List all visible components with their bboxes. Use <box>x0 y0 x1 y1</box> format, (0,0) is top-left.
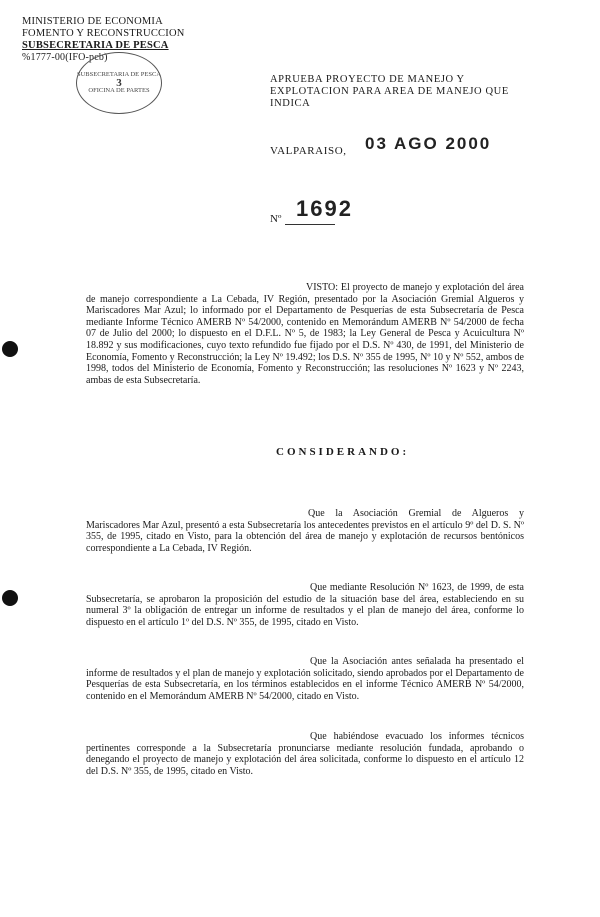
place-label: VALPARAISO, <box>270 145 347 157</box>
ministry-line-2: FOMENTO Y RECONSTRUCCION <box>22 28 185 39</box>
date-stamp: 03 AGO 2000 <box>365 134 492 153</box>
considerando-paragraph-4: Que habiéndose evacuado los informes técnicos pertinentes corresponde a la Subsecretaría pronunciarse mediante resolución fundada, aprobando o denegando el proyecto de manejo y explotación del área solicitada, conforme lo dispuesto en el artículo 12 del D.S. Nº 355, de 1995, citado en Visto. <box>86 731 524 777</box>
considerando-heading: CONSIDERANDO: <box>276 446 410 458</box>
document-subject: APRUEBA PROYECTO DE MANEJO Y EXPLOTACION PARA AREA DE MANEJO QUE INDICA <box>270 74 509 109</box>
considerando-paragraph-2: Que mediante Resolución Nº 1623, de 1999, de esta Subsecretaría, se aprobaron la proposición del estudio de la situación base del área, estableciendo en su numeral 3º la obligación de entregar un informe de resultados y el plan de manejo del área, conforme lo dispuesto en el artículo 1º del D.S. Nº 355, de 1995, citado en Visto. <box>86 582 524 628</box>
reference-code: %1777-00(IFO-pcb) <box>22 52 108 63</box>
number-underline <box>285 224 335 225</box>
visto-paragraph: VISTO: El proyecto de manejo y explotación del área de manejo correspondiente a La Cebada, IV Región, presentado por la Asociación Gremial Algueros y Mariscadores Mar Azul; lo informado por el Departamento de Pesquerías de esta Subsecretaría de Pesca mediante Informe Técnico AMERB Nº 54/2000, contenido en Memorándum AMERB Nº 54/2000 de fecha 07 de Julio del 2000; lo dispuesto en el D.F.L. Nº 5, de 1983; la Ley General de Pesca y Acuicultura Nº 18.892 y sus modificaciones, cuyo texto refundido fue fijado por el D.S. Nº 430, de 1991, del Ministerio de Economía, Fomento y Reconstrucción; la Ley Nº 19.492; los D.S. Nº 355 de 1995, Nº 10 y Nº 552, ambos de 1998, todos del Ministerio de Economía, Fomento y Reconstrucción; las resoluciones Nº 1623 y Nº 2243, ambas de esta Subsecretaría. <box>86 282 524 386</box>
considerando-paragraph-3: Que la Asociación antes señalada ha presentado el informe de resultados y el plan de manejo y explotación solicitado, siendo aprobados por el Departamento de Pesquerías de esta Subsecretaría, en los términos establecidos en el informe Técnico AMERB Nº 54/2000, contenido en el Memorándum AMERB Nº 54/2000, citado en Visto. <box>86 656 524 702</box>
considerando-paragraph-1: Que la Asociación Gremial de Algueros y Mariscadores Mar Azul, presentó a esta Subsecretaría los antecedentes previstos en el artículo 9º del D. S. Nº 355, de 1995, citado en Visto, para la obtención del área de manejo y explotación de recursos bentónicos correspondiente a La Cebada, IV Región. <box>86 508 524 554</box>
punch-hole <box>2 341 18 357</box>
stamp-top-text: SUBSECRETARIA DE PESCA <box>77 71 161 78</box>
punch-hole <box>2 590 18 606</box>
office-stamp <box>76 52 162 114</box>
resolution-number: 1692 <box>296 196 353 221</box>
ministry-line-1: MINISTERIO DE ECONOMIA <box>22 16 163 27</box>
number-label: Nº <box>270 213 282 225</box>
stamp-bottom-text: OFICINA DE PARTES <box>88 87 150 94</box>
stamp-center-text: 3 <box>116 77 122 89</box>
subsecretaria-line: SUBSECRETARIA DE PESCA <box>22 40 169 51</box>
